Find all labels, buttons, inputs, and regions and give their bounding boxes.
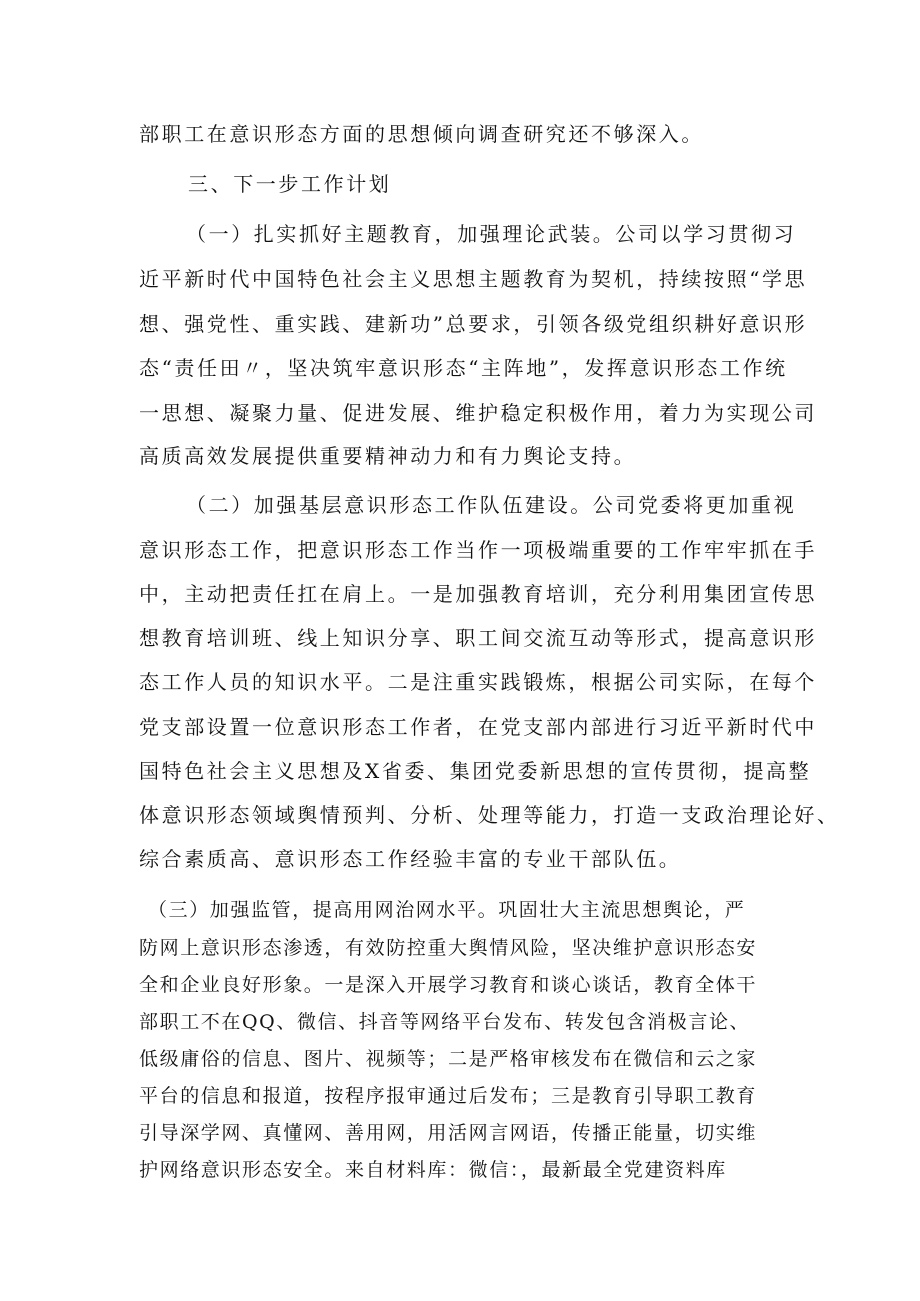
section-heading: 三、下一步工作计划 [188, 172, 392, 196]
text-line: 想教育培训班、线上知识分享、职工间交流互动等形式，提高意识形 [139, 626, 817, 650]
text-line: 国特色社会主义思想及X省委、集团党委新思想的宣传贯彻，提高整 [139, 759, 812, 783]
text-line: 综合素质高、意识形态工作经验丰富的专业干部队伍。 [139, 847, 682, 871]
text-line: 想、强党性、重实践、建新功”总要求，引领各级党组织耕好意识形 [139, 312, 808, 336]
text-line: 一思想、凝聚力量、促进发展、维护稳定积极作用，着力为实现公司 [139, 401, 817, 425]
text-line: 党支部设置一位意识形态工作者，在党支部内部进行习近平新时代中 [139, 715, 817, 739]
text-line: 平台的信息和报道，按程序报审通过后发布；三是教育引导职工教育 [139, 1085, 758, 1107]
text-line: 部职工在意识形态方面的思想倾向调查研究还不够深入。 [139, 122, 704, 146]
text-line: 护网络意识形态安全。来自材料库：微信：，最新最全党建资料库 [139, 1159, 727, 1181]
paragraph-3-first-line: （三）加强监管，提高用网治网水平。巩固壮大主流思想舆论，严 [148, 899, 746, 921]
paragraph-2-first-line: （二）加强基层意识形态工作队伍建设。公司党委将更加重视 [186, 493, 797, 517]
text-line: 体意识形态领域舆情预判、分析、处理等能力，打造一支政治理论好、 [139, 803, 840, 827]
text-line: 部职工不在QQ、微信、抖音等网络平台发布、转发包含消极言论、 [139, 1011, 751, 1033]
text-line: 高质高效发展提供重要精神动力和有力舆论支持。 [139, 444, 637, 468]
text-line: 防网上意识形态渗透，有效防控重大舆情风险，坚决维护意识形态安 [139, 937, 758, 959]
text-line: 全和企业良好形象。一是深入开展学习教育和谈心谈话，教育全体干 [139, 974, 758, 996]
paragraph-1-first-line: （一）扎实抓好主题教育，加强理论武装。公司以学习贯彻习 [186, 222, 797, 246]
text-line: 态“责任田〃，坚决筑牢意识形态“主阵地”，发挥意识形态工作统 [139, 356, 788, 380]
text-line: 低级庸俗的信息、图片、视频等；二是严格审核发布在微信和云之家 [139, 1048, 758, 1070]
text-line: 近平新时代中国特色社会主义思想主题教育为契机，持续按照“学思 [139, 267, 808, 291]
text-line: 意识形态工作，把意识形态工作当作一项极端重要的工作牢牢抓在手 [139, 538, 817, 562]
text-line: 中，主动把责任扛在肩上。一是加强教育培训，充分利用集团宣传思 [139, 582, 817, 606]
text-line: 引导深学网、真懂网、善用网，用活网言网语，传播正能量，切实维 [139, 1122, 758, 1144]
text-line: 态工作人员的知识水平。二是注重实践锻炼，根据公司实际，在每个 [139, 670, 817, 694]
